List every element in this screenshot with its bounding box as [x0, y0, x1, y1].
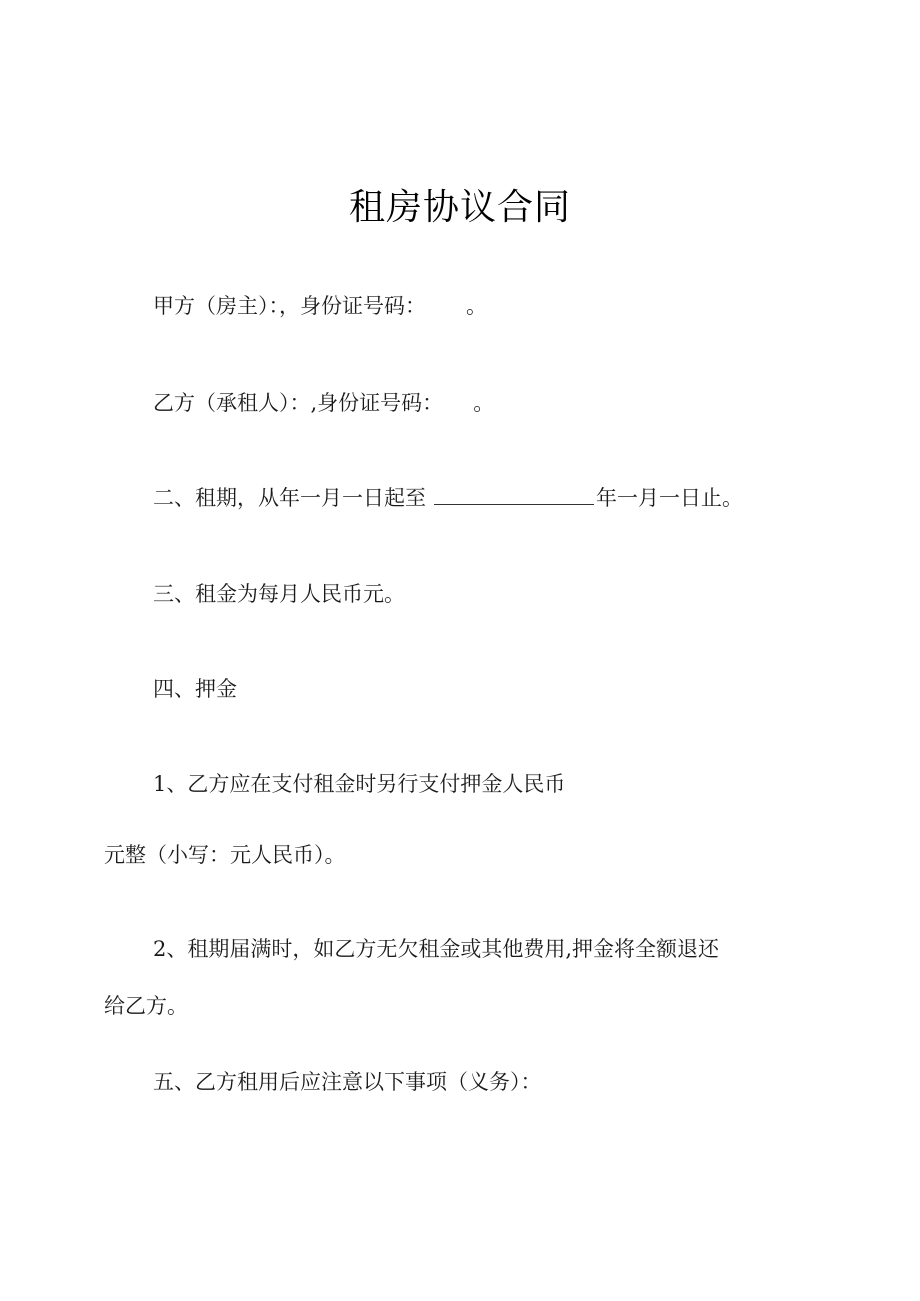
party-a-text: 甲方（房主）：，身份证号码： — [153, 294, 426, 318]
deposit-clause-2-line-1: 2、租期届满时，如乙方无欠租金或其他费用,押金将全额退还 — [153, 937, 720, 961]
document-title: 租房协议合同 — [348, 187, 571, 228]
deposit-clause-2-line-2: 给乙方。 — [104, 994, 188, 1018]
party-a-end: 。 — [466, 294, 487, 318]
term-line — [153, 484, 743, 512]
term-end-date-blank — [434, 486, 594, 505]
term-after: 年一月一日止。 — [596, 486, 743, 510]
party-b-line — [153, 389, 494, 417]
party-a-line — [153, 292, 487, 320]
deposit-clause-1-line-1: 1、乙方应在支付租金时另行支付押金人民币 — [153, 772, 566, 796]
obligations-heading: 五、乙方租用后应注意以下事项（义务）： — [153, 1070, 542, 1094]
term-before: 二、租期，从年一月一日起至 — [153, 486, 426, 510]
party-b-text: 乙方（承租人）：,身份证号码： — [153, 391, 444, 415]
deposit-clause-1-line-2: 元整（小写：元人民币）。 — [104, 843, 346, 867]
party-b-end: 。 — [473, 391, 495, 415]
deposit-heading: 四、押金 — [153, 677, 237, 701]
rent-line: 三、租金为每月人民币元。 — [153, 582, 405, 606]
